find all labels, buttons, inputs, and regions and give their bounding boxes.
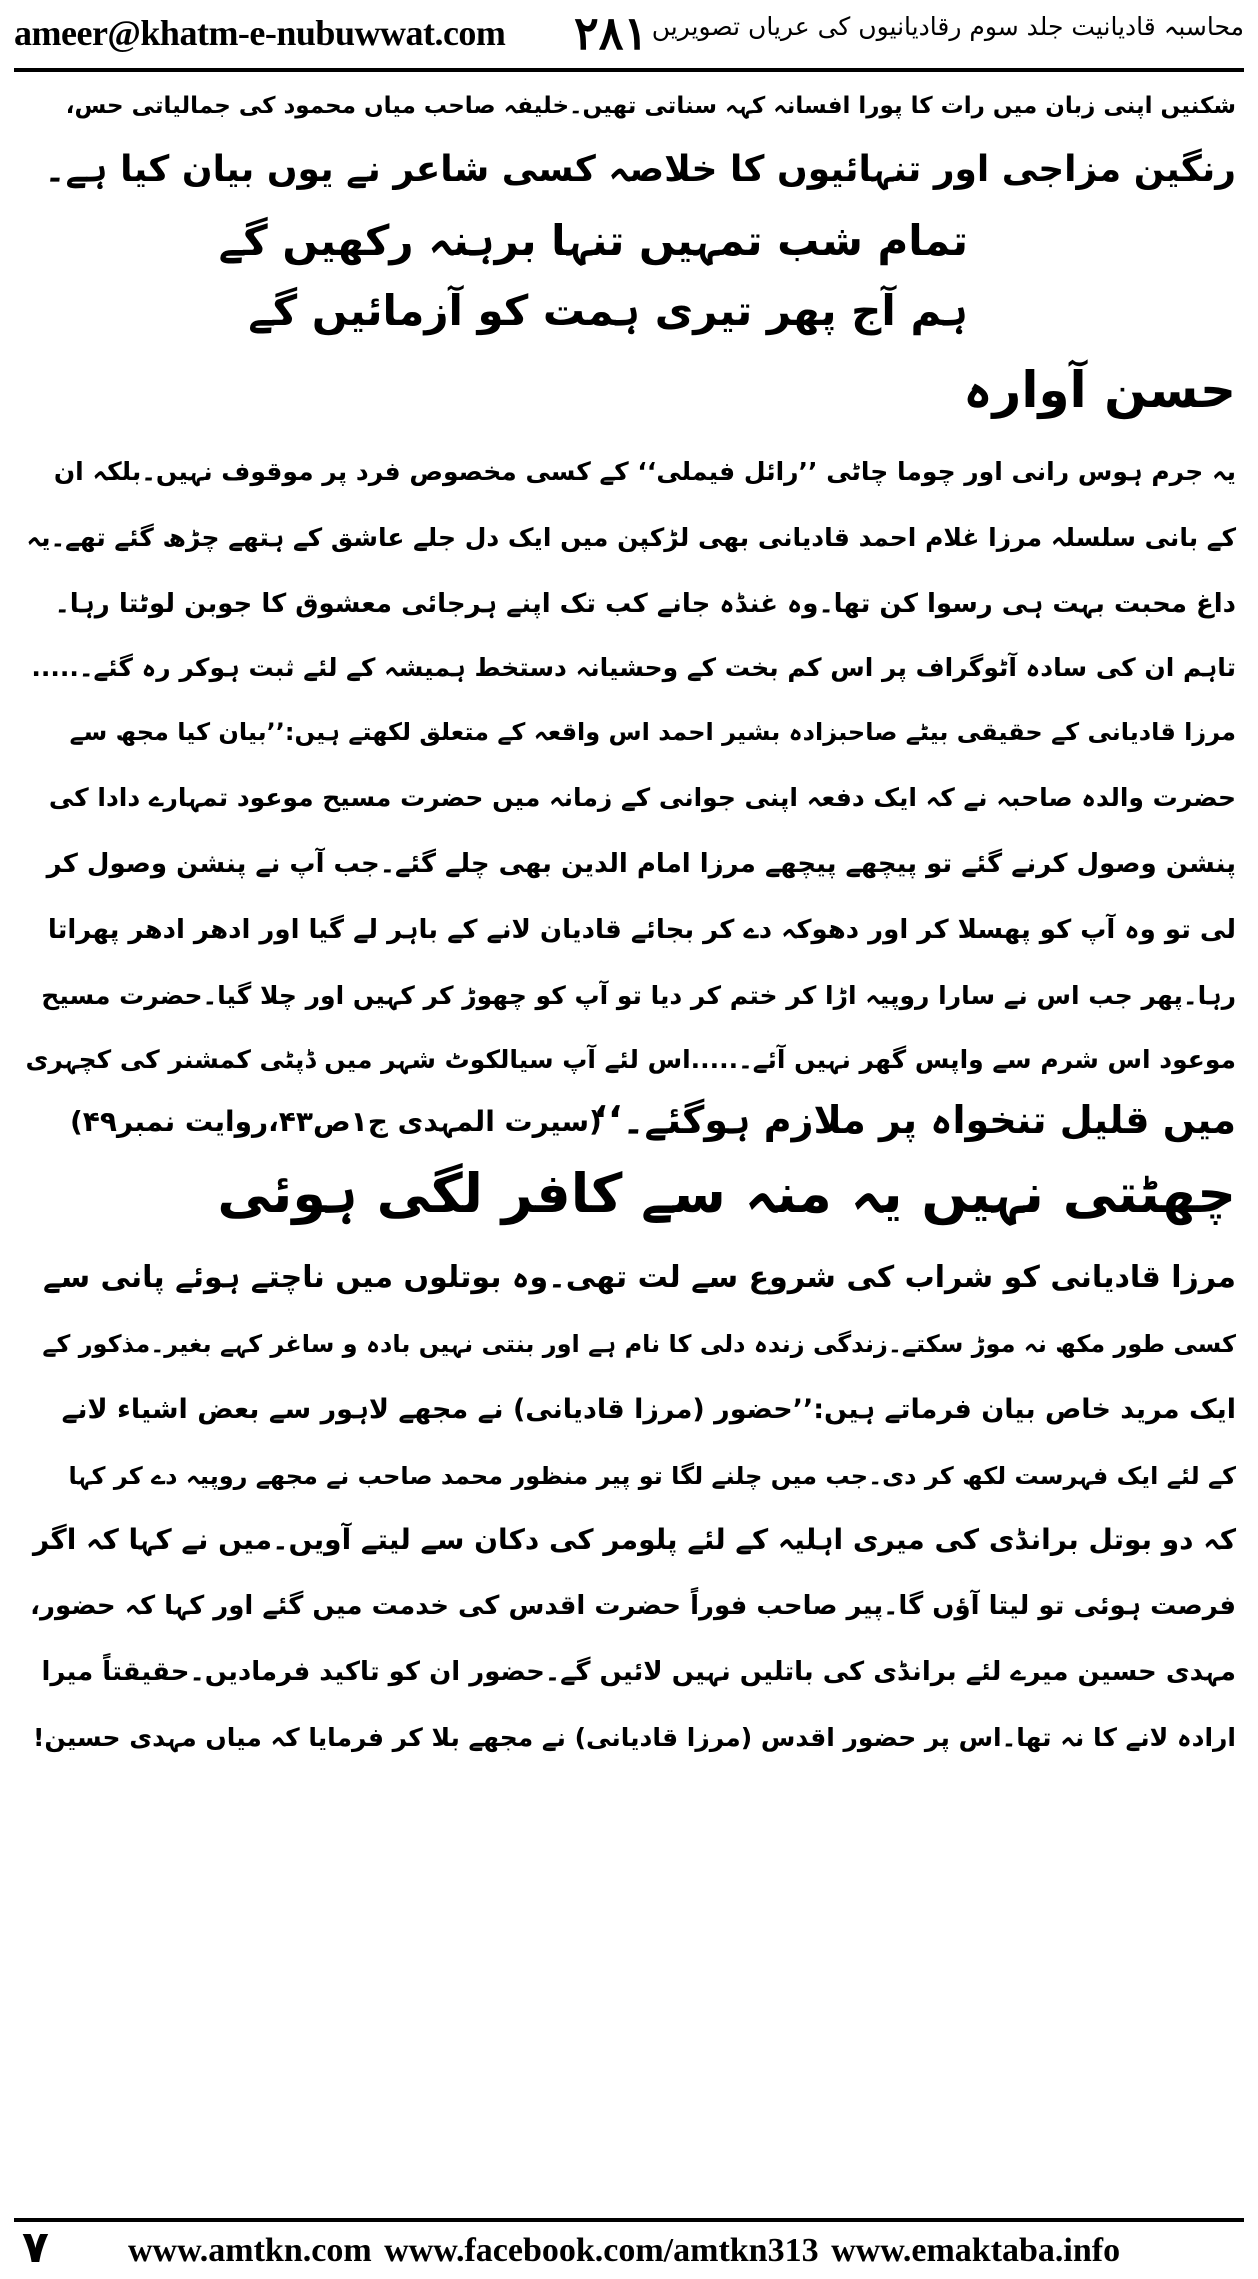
text-line: تاہم ان کی سادہ آٹوگراف پر اس کم بخت کے وحشیانہ دستخط ہمیشہ کے لئے ثبت ہوکر رہ گئے۔.....: [31, 653, 1236, 682]
text-line: لی تو وہ آپ کو پھسلا کر اور دھوکہ دے کر بجائے قادیان لانے کے باہر لے گیا اور ادھر ادھر پھراتا: [47, 915, 1236, 945]
text-line: رنگین مزاجی اور تنہائیوں کا خلاصہ کسی شاعر نے یوں بیان کیا ہے۔: [44, 149, 1236, 190]
text-line: یہ جرم ہوس رانی اور چوما چاٹی ’’رائل فیملی‘‘ کے کسی مخصوص فرد پر موقوف نہیں۔بلکہ ان: [53, 457, 1236, 486]
verse-line: تمام شب تمہیں تنہا برہنہ رکھیں گے: [218, 216, 968, 265]
text-line: ارادہ لانے کا نہ تھا۔اس پر حضور اقدس (مرزا قادیانی) نے مجھے بلا کر فرمایا کہ میاں مہدی حسین!: [32, 1723, 1236, 1752]
section-heading: حسن آوارہ: [963, 361, 1236, 419]
footer-page-mark: ۷: [22, 2222, 49, 2273]
text-line: مرزا قادیانی کے حقیقی بیٹے صاحبزادہ بشیر احمد اس واقعہ کے متعلق لکھتے ہیں:’’بیان کیا مجھ سے: [69, 718, 1236, 746]
citation: (سیرت المہدی ج۱ص۴۳،روایت نمبر۴۹): [70, 1105, 602, 1138]
book-title: محاسبہ قادیانیت جلد سوم رقادیانیوں کی عریاں تصویریں: [651, 12, 1244, 41]
text-line: شکنیں اپنی زبان میں رات کا پورا افسانہ کہہ سناتی تھیں۔خلیفہ صاحب میاں محمود کی جمالیاتی حس،: [65, 93, 1236, 119]
section-heading: چھٹتی نہیں یہ منہ سے کافر لگی ہوئی: [217, 1162, 1236, 1225]
text-line: داغ محبت بہت ہی رسوا کن تھا۔وہ غنڈہ جانے کب تک اپنے ہرجائی معشوق کا جوبن لوٹتا رہا۔: [54, 589, 1236, 619]
verse-line: ہم آج پھر تیری ہمت کو آزمائیں گے: [248, 286, 968, 335]
text-line: فرصت ہوئی تو لیتا آؤں گا۔پیر صاحب فوراً حضرت اقدس کی خدمت میں گئے اور کہا کہ حضور،: [30, 1591, 1236, 1621]
text-line: کے لئے ایک فہرست لکھ کر دی۔جب میں چلنے لگا تو پیر منظور محمد صاحب نے مجھے روپیہ دے کر کہا: [68, 1462, 1236, 1490]
text-line: حضرت والدہ صاحبہ نے کہ ایک دفعہ اپنی جوانی کے زمانہ میں حضرت مسیح موعود تمہارے دادا کی: [48, 783, 1236, 812]
text-line: رہا۔پھر جب اس نے سارا روپیہ اڑا کر ختم کر دیا تو آپ کو چھوڑ کر کہیں اور چلا گیا۔حضرت مسیح: [41, 981, 1236, 1010]
text-line: میں قلیل تنخواہ پر ملازم ہوگئے۔‘‘: [593, 1098, 1236, 1142]
text-line: کے بانی سلسلہ مرزا غلام احمد قادیانی بھی لڑکپن میں ایک دل جلے عاشق کے ہتھے چڑھ گئے تھے۔یہ: [26, 523, 1236, 552]
text-line: موعود اس شرم سے واپس گھر نہیں آئے۔.....اس لئے آپ سیالکوٹ شہر میں ڈپٹی کمشنر کی کچہری: [25, 1045, 1236, 1074]
footer-links[interactable]: www.amtkn.com www.facebook.com/amtkn313 www.emaktaba.info: [128, 2232, 1121, 2269]
text-line: کسی طور مکھ نہ موڑ سکتے۔زندگی زندہ دلی کا نام ہے اور بنتی نہیں بادہ و ساغر کہے بغیر۔مذکور کے: [42, 1330, 1236, 1358]
header-rule: [14, 68, 1244, 72]
text-line: مرزا قادیانی کو شراب کی شروع سے لت تھی۔وہ بوتلوں میں ناچتے ہوئے پانی سے: [43, 1260, 1236, 1295]
page-number: ۲۸۱: [574, 8, 649, 59]
footer-rule: [14, 2218, 1244, 2222]
text-line: ایک مرید خاص بیان فرماتے ہیں:’’حضور (مرزا قادیانی) نے مجھے لاہور سے بعض اشیاء لانے: [61, 1394, 1236, 1425]
header-email: ameer@khatm-e-nubuwwat.com: [14, 13, 506, 53]
text-line: کہ دو بوتل برانڈی کی میری اہلیہ کے لئے پلومر کی دکان سے لیتے آویں۔میں نے کہا کہ اگر: [33, 1523, 1236, 1556]
text-line: پنشن وصول کرنے گئے تو پیچھے پیچھے مرزا امام الدین بھی چلے گئے۔جب آپ نے پنشن وصول کر: [46, 849, 1236, 879]
page-header: [14, 6, 1244, 62]
text-line: مہدی حسین میرے لئے برانڈی کی باتلیں نہیں لائیں گے۔حضور ان کو تاکید فرمادیں۔حقیقتاً میرا: [41, 1657, 1236, 1687]
